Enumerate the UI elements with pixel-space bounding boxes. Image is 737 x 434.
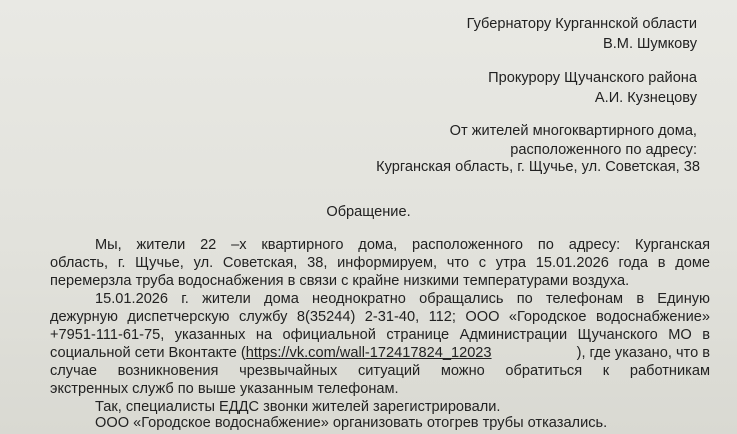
addressee-prosecutor: Прокурору Щучанского района bbox=[488, 70, 697, 86]
p2-line-3: +7951-111-61-75, указанных на официальной странице Администрации Щучанского МО в bbox=[50, 327, 710, 343]
p2-line-5: случае возникновения чрезвычайных ситуаций можно обратиться к работникам bbox=[50, 363, 710, 379]
p2-line-1: 15.01.2026 г. жители дома неоднократно обращались по телефонам в Единую bbox=[95, 291, 710, 307]
p1-line-3: перемерзла труба водоснабжения в связи с крайне низкими температурами воздуха. bbox=[50, 273, 630, 289]
vk-link[interactable]: https://vk.com/wall-172417824_12023 bbox=[245, 345, 492, 361]
p2-line-4-post: ), где указано, что в bbox=[576, 345, 710, 361]
p2-line-2: дежурную диспетчерскую службу 8(35244) 2-31-40, 112; ООО «Городское водоснабжение» bbox=[50, 309, 710, 325]
addressee-governor-name: В.М. Шумкову bbox=[603, 36, 697, 52]
p3-line: Так, специалисты ЕДДС звонки жителей зарегистрировали. bbox=[95, 399, 501, 415]
p1-line-2: область, г. Щучье, ул. Советская, 38, информируем, что с утра 15.01.2026 года в доме bbox=[50, 255, 710, 271]
from-line-1: От жителей многоквартирного дома, bbox=[449, 123, 697, 139]
p4-line: ООО «Городское водоснабжение» организовать отогрев трубы отказались. bbox=[95, 415, 608, 431]
p2-line-4-pre: социальной сети Вконтакте (https://vk.com/wall-172417824_12023 bbox=[50, 345, 492, 361]
addressee-governor: Губернатору Курганнской области bbox=[466, 16, 697, 32]
from-line-2: расположенного по адресу: bbox=[510, 142, 697, 158]
p2-line-6: экстренных служб по выше указанным телефонам. bbox=[50, 381, 399, 397]
addressee-prosecutor-name: А.И. Кузнецову bbox=[594, 90, 697, 106]
from-line-3: Курганская область, г. Щучье, ул. Советская, 38 bbox=[376, 159, 700, 175]
p2-line-4 bbox=[50, 344, 710, 363]
p1-line-1: Мы, жители 22 –х квартирного дома, расположенного по адресу: Курганская bbox=[95, 237, 710, 253]
document-title: Обращение. bbox=[326, 204, 411, 220]
